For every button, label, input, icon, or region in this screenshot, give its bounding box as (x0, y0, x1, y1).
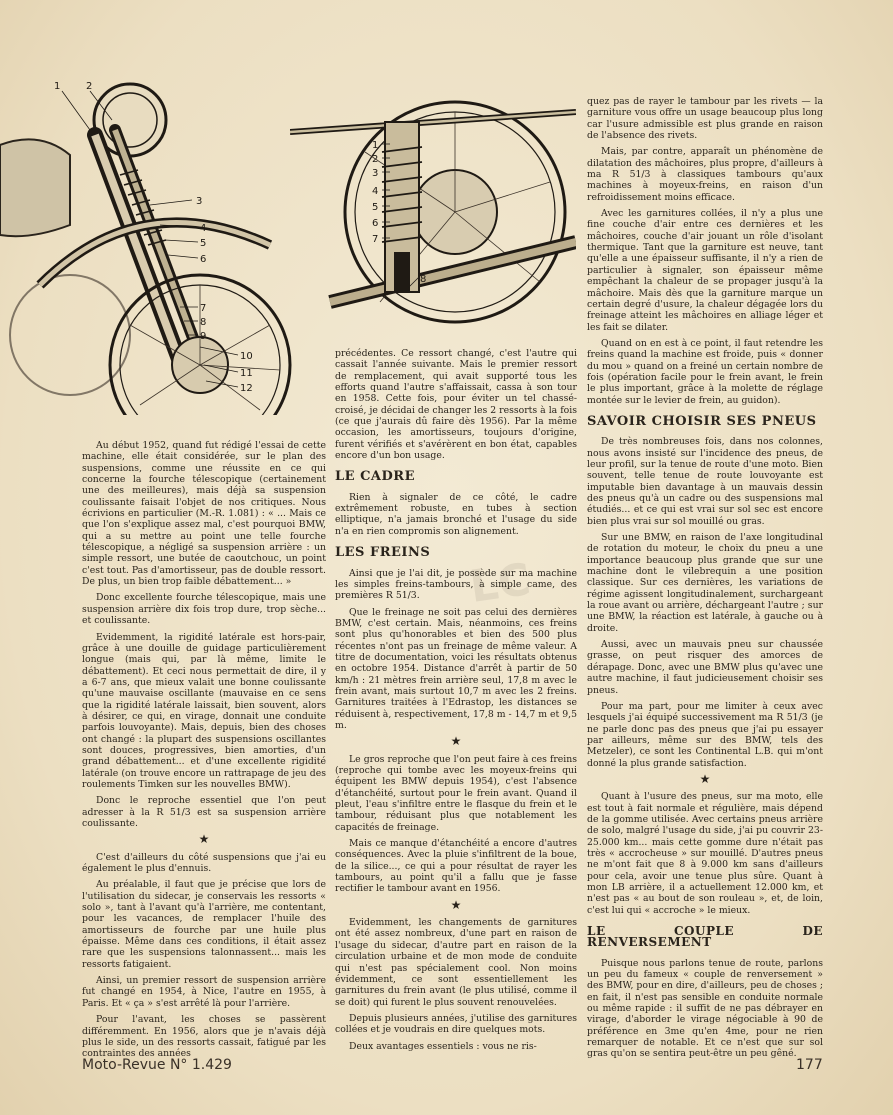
col3-paragraph: Mais, par contre, apparaît un phénomène de dilatation des mâchoires, plus propre, d'ailleurs à ma R 51/3 à classiques tambours qu'aux machines à moyeux-freins, en raison d'un refroidissement moins efficace. (587, 146, 823, 203)
heading-le-cadre: LE CADRE (335, 469, 415, 485)
col3-paragraph: Sur une BMW, en raison de l'axe longitudinal de rotation du moteur, le choix du pneu a une importance beaucoup plus grande que sur une machine dont le vilebrequin a une position classique. Sur ces dernières, les variations de régime agissent longitudinalement, surchargeant la roue avant ou arrière, déchargeant l'autre ; sur une BMW, la réaction est latérale, à gauche ou à droite. (587, 532, 823, 634)
col2-paragraph: Evidemment, les changements de garnitures ont été assez nombreux, d'une part en raison de l'usage du sidecar, d'autre part en raison de la circulation urbaine et de mon mode de conduite qui n'est pas spécialement cool. Non moins évidemment, ce sont essentiellement les garnitures du frein avant (le plus utilisé, comme il se doit) qui furent le plus souvent renouvelées. (335, 917, 577, 1008)
col2-paragraph: Que le freinage ne soit pas celui des dernières BMW, c'est certain. Mais, néanmoins, ces freins sont plus qu'honorables et bien des 500 plus récentes n'ont pas un freinage de même valeur. A titre de documentation, voici les résultats obtenus en octobre 1954. Distance d'arrêt à partir de 50 km/h : 21 mètres frein arrière seul, 17,8 m avec le frein avant, mais surtout 10,7 m avec les 2 freins. Garnitures traitées à l'Edrastop, les distances se réduisent à, respectivement, 17,8 m - 14,7 m et 9,5 m. (335, 606, 577, 731)
col3-paragraph: De très nombreuses fois, dans nos colonnes, nous avons insisté sur l'incidence des pneus, de leur profil, sur la tenue de route d'une moto. Bien souvent, telle tenue de route louvoyante est imputable bien davantage à un mauvais dessin des pneus qu'à un cadre ou des suspensions mal étudiés... et ce qui est vrai sur sol sec est encore bien plus vrai sur sol mouillé ou gras. (587, 436, 823, 527)
col3-paragraph: Quant à l'usure des pneus, sur ma moto, elle est tout à fait normale et régulière, mais dépend de la gomme utilisée. Avec certains pneus arrière de solo, malgré l'usage du side, j'ai pu couvrir 23-25.000 km... mais cette gomme dure n'était pas très « accrocheuse » sur mouillé. D'autres pneus ne m'ont fait que 8 à 9.000 km sans d'ailleurs pour cela, avoir une tenue plus sûre. Quant à mon LB arrière, il a actuellement 12.000 km, et n'est pas « au bout de son rouleau », et, de loin, c'est lui qui « accroche » le mieux. (587, 791, 823, 916)
fork-label-7: 7 (200, 303, 207, 314)
col1-paragraph: Pour l'avant, les choses se passèrent différemment. En 1956, alors que je n'avais déjà plus le side, un des ressorts cassait, fatigué par les contraintes des années (82, 1014, 326, 1060)
fork-label-6: 6 (200, 254, 207, 265)
footer-page-number: 177 (796, 1057, 823, 1073)
col1-paragraph: Au préalable, il faut que je précise que lors de l'utilisation du sidecar, je conservais les ressorts « solo », tant à l'avant qu'à l'arrière, me contentant, pour les vacances, de remplacer l'huile des amortisseurs de fourche par une huile plus épaisse. Même dans ces conditions, il était assez rare que les suspensions talonnassent... mais les ressorts fatigaient. (82, 879, 326, 970)
fork-label-11: 11 (240, 368, 253, 379)
fork-drawing (0, 75, 300, 415)
fork-label-1: 1 (54, 81, 61, 92)
column-1 (82, 440, 326, 1065)
heading-savoir-choisir-ses-pneus: SAVOIR CHOISIR SES PNEUS (587, 413, 817, 429)
rear-label-4: 4 (372, 186, 379, 197)
col2-paragraph: Deux avantages essentiels : vous ne ris- (349, 1040, 537, 1052)
rear-label-2: 2 (372, 154, 379, 165)
rear-suspension-drawing (290, 92, 576, 342)
col2-paragraph: Ainsi que je l'ai dit, je possède sur ma machine les simples freins-tambours, à simple came, des premières R 51/3. (335, 567, 577, 602)
col3-paragraph: quez pas de rayer le tambour par les rivets — la garniture vous offre un usage beaucoup plus long car l'usure admissible est plus grande en raison de l'absence des rivets. (587, 96, 823, 142)
col1-paragraph: Evidemment, la rigidité latérale est hors-pair, grâce à une douille de guidage particulièrement longue (mais qui, par là même, limite le débattement). Et ceci nous permettait de dire, il y a 6-7 ans, que mieux valait une bonne coulissante qu'une mauvaise oscillante (mauvaise en ce sens que la rigidité latérale laissait, bien souvent, alors à désirer, ce qui, en virage, donnait une conduite parfois louvoyante). Mais, depuis, bien des choses ont changé : la plupart des suspensions oscillantes sont douces, progressives, bien amorties, d'un grand débattement... et d'une excellente rigidité latérale (on trouve encore un rattrapage de jeu des roulements Timken sur les nouvelles BMW). (82, 631, 326, 790)
col3-paragraph: Aussi, avec un mauvais pneu sur chaussée grasse, on peut risquer des amorces de dérapage. Donc, avec une BMW plus qu'avec une autre machine, il faut judicieusement choisir ses pneus. (587, 639, 823, 696)
col1-paragraph: Ainsi, un premier ressort de suspension arrière fut changé en 1954, à Nice, l'autre en 1955, à Paris. Et « ça » s'est arrêté là pour l'arrière. (82, 975, 326, 1009)
column-2 (335, 348, 577, 1057)
watermark: LC (466, 554, 534, 613)
col3-paragraph: Avec les garnitures collées, il n'y a plus une fine couche d'air entre ces dernières et les mâchoires, couche d'air jouant un rôle d'isolant thermique. Tant que la garniture est neuve, tant qu'elle a une épaisseur suffisante, il n'y a rien de particulier à signaler, son épaisseur même empêchant la chaleur de se propager jusqu'à la mâchoire. Mais dès que la garniture marque un certain degré d'usure, la chaleur dégagée lors du freinage atteint les mâchoires en alliage léger et les fait se dilater. (587, 208, 823, 333)
fork-label-10: 10 (240, 351, 253, 362)
col3-paragraph: Pour ma part, pour me limiter à ceux avec lesquels j'ai équipé successivement ma R 51/3 (je ne parle donc pas des pneus que j'ai pu essayer par ailleurs, même sur des BMW, tels des Metzeler), ce sont les Continental L.B. qui m'ont donné la plus grande satisfaction. (587, 700, 823, 769)
col3-paragraph: Quand on en est à ce point, il faut retendre les freins quand la machine est froide, puis « donner du mou » quand on a freiné un certain nombre de fois (opération facile pour le frein avant, le frein le plus important, grâce à la molette de réglage montée sur le levier de frein, au guidon). (587, 337, 823, 406)
col1-paragraph: Au début 1952, quand fut rédigé l'essai de cette machine, elle était considérée, sur le plan des suspensions, comme une réussite en ce qui concerne la fourche télescopique (certainement une des meilleures), mais déjà sa suspension coulissante faisait l'objet de nos critiques. Nous écrivions en particulier (M.-R. 1.081) : « ... Mais ce que l'on s'explique assez mal, c'est pourquoi BMW, qui a su mettre au point une telle fourche télescopique, a négligé sa suspension arrière : un simple ressort, une butée de caoutchouc, un point c'est tout. Pas d'amortisseur, pas de double ressort. De plus, un bien trop faible débattement... » (82, 440, 326, 588)
col3-paragraph: Puisque nous parlons tenue de route, parlons un peu du fameux « couple de renversement » des BMW, pour en dire, d'ailleurs, peu de choses ; en fait, il n'est pas sensible en conduite normale ou même rapide : il suffit de ne pas débrayer en virage, d'aborder le virage négociable à 90 de préférence en 3me qu'en 4me, pour ne rien remarquer de notable. Et ce n'est que sur sol gras qu'on se sentira peut-être un peu gêné. (587, 957, 823, 1060)
column-3 (587, 96, 823, 1065)
col2-paragraph: Le gros reproche que l'on peut faire à ces freins (reproche qui tombe avec les moyeux-freins qui équipent les BMW depuis 1954), c'est l'absence d'étanchéité, surtout pour le frein avant. Quand il pleut, l'eau s'infiltre entre le flasque du frein et le tambour, réduisant plus que notablement les capacités de freinage. (335, 753, 577, 833)
fork-label-5: 5 (200, 238, 207, 249)
rear-label-7: 7 (372, 234, 379, 245)
fork-label-12: 12 (240, 383, 253, 394)
section-star: ★ (198, 832, 210, 847)
rear-label-6: 6 (372, 218, 379, 229)
rear-label-8: 8 (420, 274, 427, 285)
rear-label-5: 5 (372, 202, 379, 213)
fork-label-9: 9 (200, 331, 207, 342)
fork-label-2: 2 (86, 81, 93, 92)
col1-paragraph: C'est d'ailleurs du côté suspensions que j'ai eu également le plus d'ennuis. (82, 851, 326, 875)
col2-paragraph: Depuis plusieurs années, j'utilise des garnitures collées et je voudrais en dire quelques mots. (335, 1012, 577, 1036)
col2-paragraph: Rien à signaler de ce côté, le cadre extrêmement robuste, en tubes à section elliptique, n'a jamais bronché et l'usage du side n'a en rien compromis son alignement. (335, 491, 577, 537)
fork-label-4: 4 (200, 223, 207, 234)
col2-paragraph: Mais ce manque d'étanchéité a encore d'autres conséquences. Avec la pluie s'infiltrent de la boue, de la silice..., ce qui a pour résultat de rayer les tambours, au point qu'il a fallu que je fasse rectifier le tambour avant en 1956. (335, 838, 577, 895)
heading-les-freins: LES FREINS (335, 545, 431, 561)
footer-magazine-issue: Moto-Revue N° 1.429 (82, 1057, 232, 1073)
section-star: ★ (450, 897, 462, 912)
fork-label-3: 3 (196, 196, 203, 207)
heading-le-couple-de-renversement: LE COUPLE DE RENVERSEMENT (587, 924, 823, 950)
rear-label-3: 3 (372, 168, 379, 179)
section-star: ★ (699, 771, 711, 786)
rear-suspension-illustration (290, 92, 576, 342)
section-star: ★ (450, 734, 462, 749)
rear-label-1: 1 (372, 140, 379, 151)
col1-paragraph: Donc excellente fourche télescopique, mais une suspension arrière dix fois trop dure, trop sèche... et coulissante. (82, 592, 326, 627)
col2-paragraph: précédentes. Ce ressort changé, c'est l'autre qui cassait l'année suivante. Mais le premier ressort de remplacement, qui avait supporté tous les efforts quand l'autre s'affaissait, cassa à son tour en 1958. Cette fois, pour éviter un tel chassé-croisé, je décidai de changer les 2 ressorts à la fois (ce que j'aurais dû faire dès 1956). Par la même occasion, les amortisseurs, toujours d'origine, furent vérifiés et s'avérèrent en bon état, capables encore d'un bon usage. (335, 348, 577, 462)
fork-illustration (0, 75, 300, 415)
col1-paragraph: Donc le reproche essentiel que l'on peut adresser à la R 51/3 est sa suspension arrière coulissante. (82, 795, 326, 829)
fork-label-8: 8 (200, 317, 207, 328)
